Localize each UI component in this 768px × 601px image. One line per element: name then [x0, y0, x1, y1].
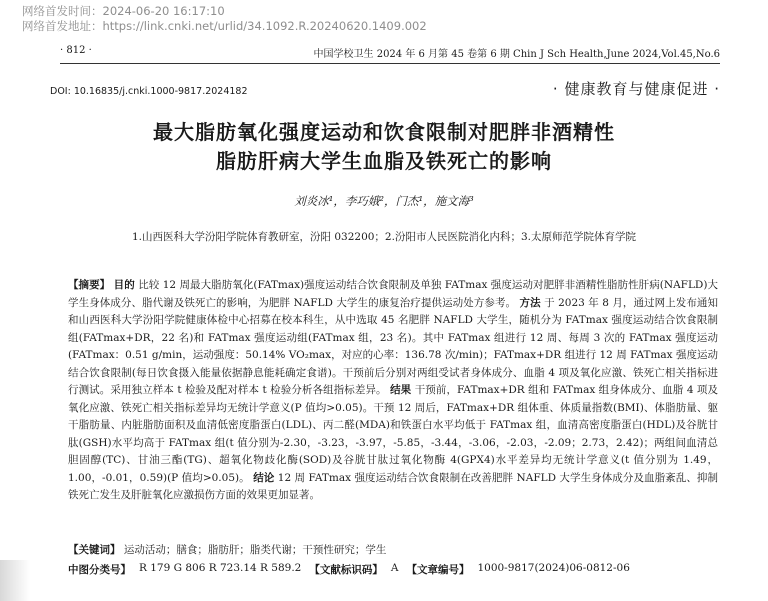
results-label: 结果: [390, 384, 412, 396]
abstract: [68, 277, 718, 505]
objective-text: 比较 12 周最大脂肪氧化(FATmax)强度运动结合饮食限制及单独 FATmax 强度运动对肥胖非酒精性脂肪性肝病(NAFLD)大学生身体成分、脂代谢及铁死亡的影响，为肥胖 NAFLD 大学生的康复治疗提供运动处方参考。: [68, 279, 718, 309]
abstract-label: 【摘要】: [68, 279, 111, 291]
publication-time-label: 网络首发时间：: [22, 4, 103, 18]
doc-code-label: 【文献标识码】: [309, 564, 383, 576]
scan-edge-shadow: [0, 560, 30, 601]
clc-value: R 179 G 806 R 723.14 R 589.2: [139, 562, 302, 574]
title-line-1: 最大脂肪氧化强度运动和饮食限制对肥胖非酒精性: [153, 120, 615, 144]
article-no-value: 1000-9817(2024)06-0812-06: [477, 562, 630, 574]
doc-code-value: A: [390, 562, 399, 574]
objective-label: 目的: [113, 279, 135, 291]
classification-line: [68, 562, 718, 577]
page-number: · 812 ·: [60, 45, 92, 56]
methods-text: 于 2023 年 8 月，通过网上发布通知和山西医科大学汾阳学院健康体检中心招募在校本科生，从中选取 45 名肥胖 NAFLD 大学生，随机分为 FATmax 强度运动结合饮食限制组(FATmax+DR，22 名)和 FATmax 强度运动组(FATmax 组，23 名)。其中 FATmax 组进行 12 周、每周 3 次的 FATmax 强度运动(FATmax：0.51 g/min，运动强度：50.14% VO₂max，对应的心率：136.78 次/min)；FATmax+DR 组进行 12 周 FATmax 强度运动结合饮食限制(每日饮食摄入能量依据静息能耗确定食谱)。干预前后分别对两组受试者身体成分、血脂 4 项及氧化应激、铁死亡相关指标进行测试。采用独立样本 t 检验及配对样本 t 检验分析各组指标差异。: [68, 296, 719, 396]
keywords: [68, 542, 718, 557]
publication-time-value: 2024-06-20 16:17:10: [102, 4, 225, 18]
article-title: [0, 118, 768, 176]
keywords-label: 【关键词】: [68, 544, 121, 556]
results-text: 干预前，FATmax+DR 组和 FATmax 组身体成分、血脂 4 项及氧化应激、铁死亡相关指标差异均无统计学意义(P 值均>0.05)。干预 12 周后，FATmax+DR 组体重、体质量指数(BMI)、体脂肪量、躯干脂肪量、内脏脂肪面积及血清低密度脂蛋白(LDL)、丙二醛(MDA)和铁蛋白水平均低于 FATmax 组，血清高密度脂蛋白(HDL)及谷胱甘肽(GSH)水平均高于 FATmax 组(t 值分别为-2.30，-3.23，-3.97，-5.85，-3.44，-3.06，-2.03，-2.09；2.73，2.42)；两组间血清总胆固醇(TC)、甘油三酯(TG)、超氧化物歧化酶(SOD)及谷胱甘肽过氧化物酶 4(GPX4)水平差异均无统计学意义(t 值分别为 1.49，1.00，-0.01，0.59)(P 值均>0.05)。: [68, 384, 719, 484]
affiliations: 1.山西医科大学汾阳学院体育教研室，汾阳 032200；2.汾阳市人民医院消化内科；3.太原师范学院体育学院: [132, 231, 636, 243]
conclusion-text: 12 周 FATmax 强度运动结合饮食限制在改善肥胖 NAFLD 大学生身体成分及血脂紊乱、抑制铁死亡发生及肝脏氧化应激损伤方面的效果更加显著。: [68, 471, 718, 501]
authors: 刘炎冰¹，李巧娥²，门杰¹，施文海³: [294, 194, 474, 208]
journal-citation: 中国学校卫生 2024 年 6 月第 45 卷第 6 期 Chin J Sch Health,June 2024,Vol.45,No.6: [313, 49, 720, 60]
title-line-2: 脂肪肝病大学生血脂及铁死亡的影响: [216, 149, 552, 173]
keywords-value: 运动活动；膳食；脂肪肝；脂类代谢；干预性研究；学生: [123, 544, 387, 556]
methods-label: 方法: [519, 296, 541, 309]
publication-url-link[interactable]: https://link.cnki.net/urlid/34.1092.R.20240620.1409.002: [102, 19, 427, 33]
online-publication-info: [22, 4, 427, 34]
publication-url-label: 网络首发地址：: [22, 19, 103, 33]
publication-time-line: [22, 4, 427, 19]
running-head: [60, 45, 720, 64]
conclusion-label: 结论: [253, 471, 275, 484]
article-no-label: 【文章编号】: [406, 564, 470, 576]
clc-label: 中图分类号】: [68, 564, 131, 576]
publication-url-line: [22, 19, 427, 34]
section-tag: · 健康教育与健康促进 ·: [552, 80, 720, 98]
doi[interactable]: DOI: 10.16835/j.cnki.1000-9817.2024182: [50, 86, 248, 97]
